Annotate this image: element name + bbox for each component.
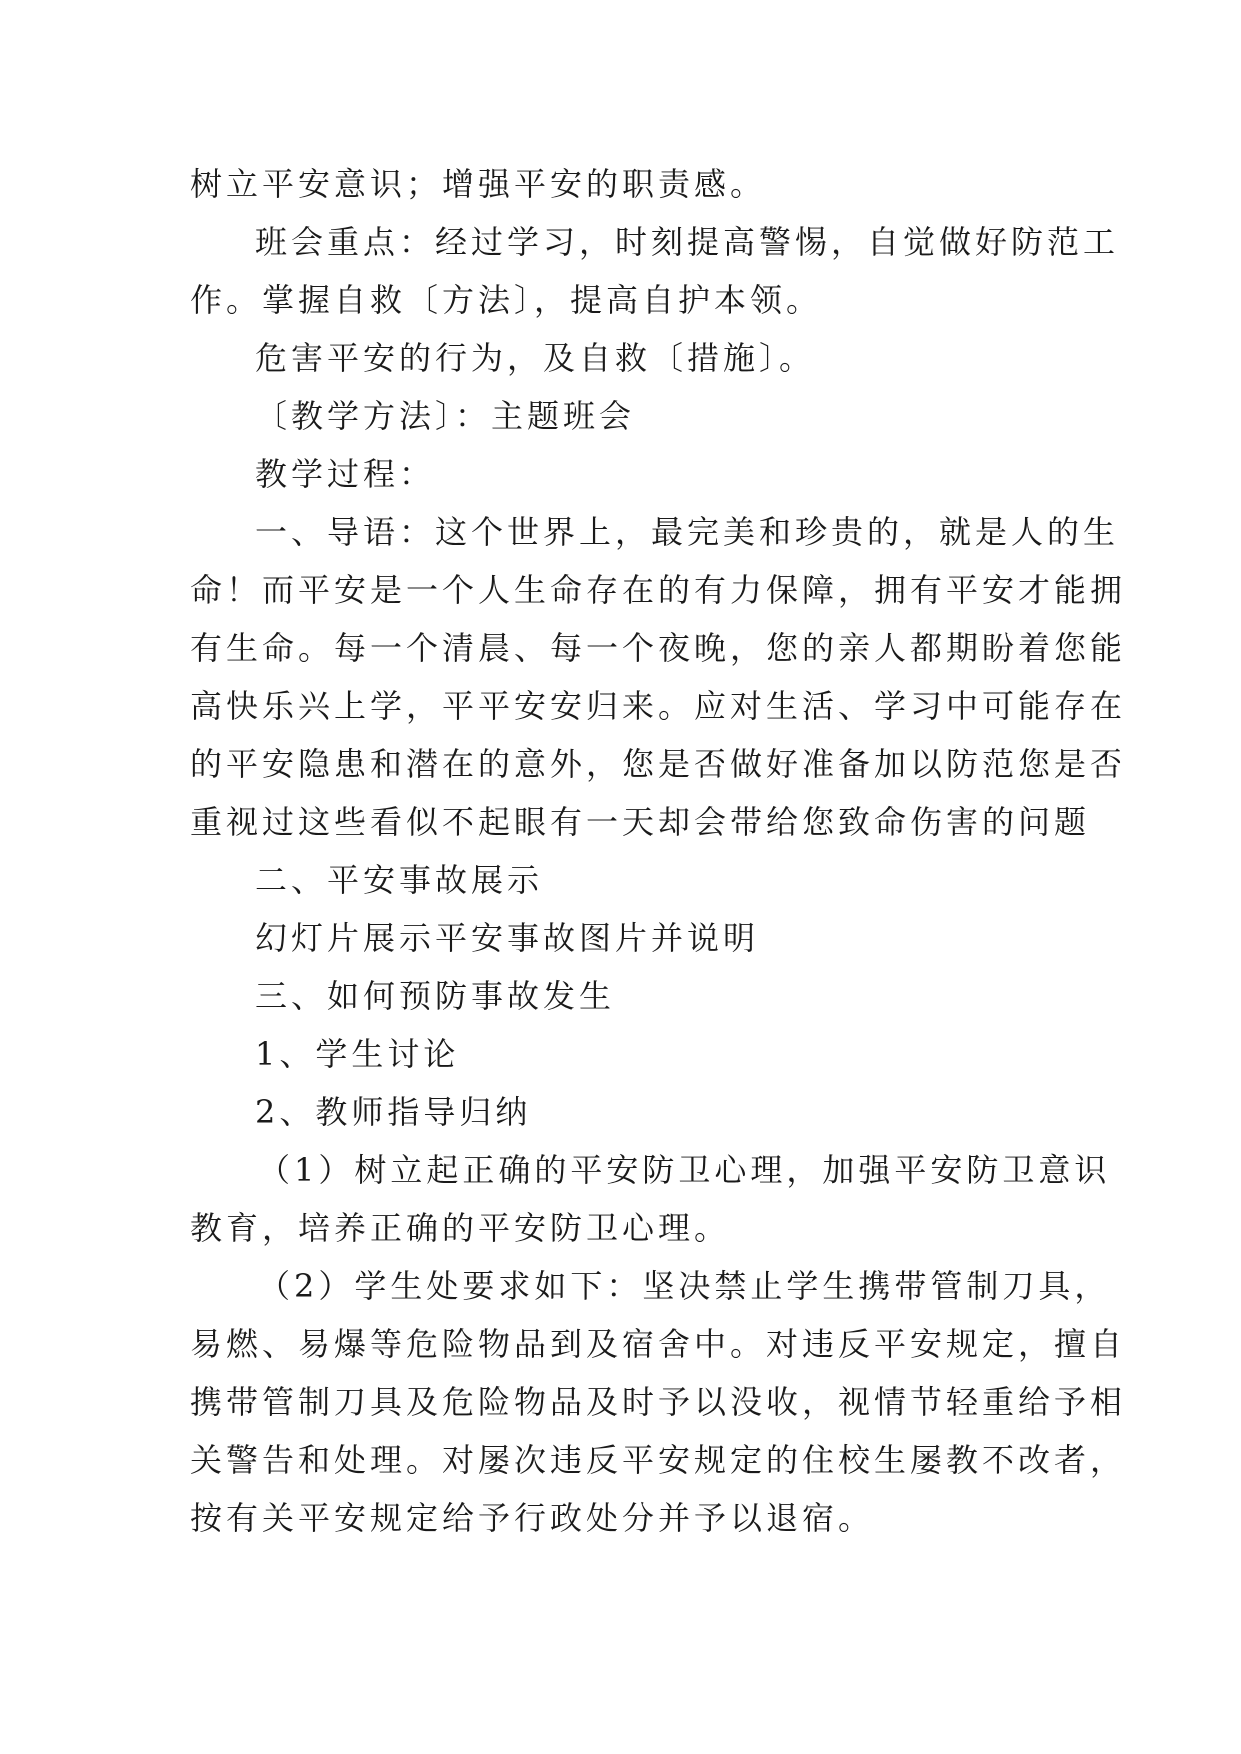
text-line: 的平安隐患和潜在的意外，您是否做好准备加以防范您是否: [190, 745, 1127, 783]
text-line: 高快乐兴上学，平平安安归来。应对生活、学习中可能存在: [190, 687, 1127, 725]
text-line: 三、如何预防事故发生: [255, 977, 616, 1015]
text-line: 易燃、易爆等危险物品到及宿舍中。对违反平安规定，擅自: [190, 1325, 1127, 1363]
document-body: [190, 155, 1127, 1547]
text-line: 教学过程：: [255, 455, 436, 493]
text-line: 二、平安事故展示: [255, 861, 544, 899]
text-line: 作。掌握自救〔方法〕，提高自护本领。: [190, 281, 823, 319]
text-line: 1、学生讨论: [255, 1035, 460, 1073]
text-line: 命！而平安是一个人生命存在的有力保障，拥有平安才能拥: [190, 571, 1127, 609]
text-line: 树立平安意识；增强平安的职责感。: [190, 165, 767, 203]
text-line: 教育，培养正确的平安防卫心理。: [190, 1209, 731, 1247]
text-line: 班会重点：经过学习，时刻提高警惕，自觉做好防范工: [255, 223, 1120, 261]
text-line: 危害平安的行为，及自救〔措施〕。: [255, 339, 816, 377]
text-line: 〔教学方法〕：主题班会: [255, 397, 636, 435]
text-line: 有生命。每一个清晨、每一个夜晚，您的亲人都期盼着您能: [190, 629, 1127, 667]
text-line: （2）学生处要求如下：坚决禁止学生携带管制刀具，: [258, 1267, 1111, 1305]
text-line: 关警告和处理。对屡次违反平安规定的住校生屡教不改者，: [190, 1441, 1127, 1479]
text-line: 2、教师指导归纳: [255, 1093, 532, 1131]
text-line: 幻灯片展示平安事故图片并说明: [255, 919, 760, 957]
text-line: （1）树立起正确的平安防卫心理，加强平安防卫意识: [258, 1151, 1111, 1189]
text-line: 按有关平安规定给予行政处分并予以退宿。: [190, 1499, 875, 1537]
text-line: 一、导语：这个世界上，最完美和珍贵的，就是人的生: [255, 513, 1120, 551]
text-line: 重视过这些看似不起眼有一天却会带给您致命伤害的问题: [190, 803, 1091, 841]
text-line: 携带管制刀具及危险物品及时予以没收，视情节轻重给予相: [190, 1383, 1127, 1421]
